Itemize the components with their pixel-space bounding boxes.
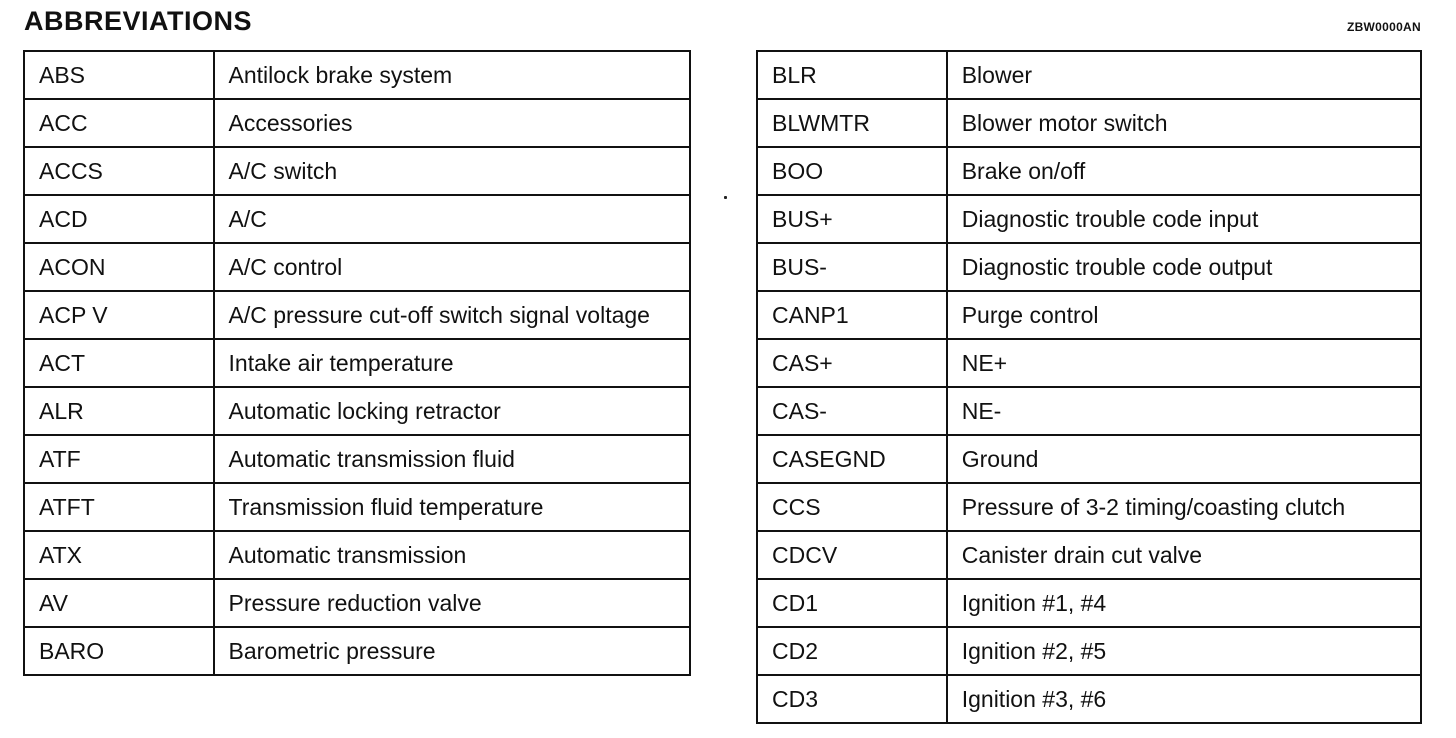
abbreviation-cell: BUS+	[757, 195, 947, 243]
abbreviation-cell: CAS+	[757, 339, 947, 387]
abbreviation-cell: ACC	[24, 99, 214, 147]
table-row	[24, 579, 690, 627]
description-cell: Transmission fluid temperature	[214, 483, 690, 531]
description-cell: Purge control	[947, 291, 1421, 339]
abbreviation-cell: CCS	[757, 483, 947, 531]
table-row	[24, 435, 690, 483]
abbreviation-cell: ABS	[24, 51, 214, 99]
table-row	[757, 579, 1421, 627]
abbreviation-cell: AV	[24, 579, 214, 627]
description-cell: Antilock brake system	[214, 51, 690, 99]
abbreviation-cell: BOO	[757, 147, 947, 195]
description-cell: Blower	[947, 51, 1421, 99]
abbreviation-cell: BLR	[757, 51, 947, 99]
table-row	[24, 627, 690, 675]
table-row	[757, 243, 1421, 291]
table-row	[757, 435, 1421, 483]
table-row	[757, 291, 1421, 339]
table-row	[757, 195, 1421, 243]
table-row	[24, 291, 690, 339]
abbreviations-table-right	[756, 50, 1422, 724]
abbreviation-cell: ACCS	[24, 147, 214, 195]
abbreviation-cell: CD2	[757, 627, 947, 675]
description-cell: Pressure reduction valve	[214, 579, 690, 627]
description-cell: Diagnostic trouble code input	[947, 195, 1421, 243]
table-row	[757, 387, 1421, 435]
description-cell: A/C switch	[214, 147, 690, 195]
description-cell: Ground	[947, 435, 1421, 483]
table-row	[757, 51, 1421, 99]
abbreviation-cell: ACON	[24, 243, 214, 291]
description-cell: Automatic locking retractor	[214, 387, 690, 435]
abbreviation-cell: ATFT	[24, 483, 214, 531]
table-row	[24, 483, 690, 531]
description-cell: Brake on/off	[947, 147, 1421, 195]
abbreviation-cell: ACD	[24, 195, 214, 243]
abbreviation-cell: BARO	[24, 627, 214, 675]
description-cell: NE+	[947, 339, 1421, 387]
abbreviation-cell: ATX	[24, 531, 214, 579]
abbreviations-table-left	[23, 50, 691, 676]
description-cell: Canister drain cut valve	[947, 531, 1421, 579]
description-cell: A/C	[214, 195, 690, 243]
description-cell: Accessories	[214, 99, 690, 147]
abbreviation-cell: ATF	[24, 435, 214, 483]
description-cell: Ignition #3, #6	[947, 675, 1421, 723]
description-cell: NE-	[947, 387, 1421, 435]
figure-code: ZBW0000AN	[1346, 20, 1421, 34]
description-cell: Automatic transmission fluid	[214, 435, 690, 483]
table-row	[24, 147, 690, 195]
table-row	[24, 243, 690, 291]
abbreviation-cell: CD1	[757, 579, 947, 627]
description-cell: Blower motor switch	[947, 99, 1421, 147]
table-row	[24, 51, 690, 99]
table-row	[757, 627, 1421, 675]
abbreviation-cell: CDCV	[757, 531, 947, 579]
table-row	[24, 531, 690, 579]
description-cell: Pressure of 3-2 timing/coasting clutch	[947, 483, 1421, 531]
table-row	[24, 339, 690, 387]
abbreviation-cell: BLWMTR	[757, 99, 947, 147]
description-cell: Automatic transmission	[214, 531, 690, 579]
abbreviation-cell: CD3	[757, 675, 947, 723]
table-row	[24, 99, 690, 147]
table-row	[757, 339, 1421, 387]
abbreviation-cell: ACP V	[24, 291, 214, 339]
abbreviation-cell: CAS-	[757, 387, 947, 435]
description-cell: Intake air temperature	[214, 339, 690, 387]
description-cell: Ignition #2, #5	[947, 627, 1421, 675]
abbreviation-cell: CASEGND	[757, 435, 947, 483]
table-row	[757, 531, 1421, 579]
table-row	[757, 147, 1421, 195]
description-cell: Barometric pressure	[214, 627, 690, 675]
description-cell: A/C pressure cut-off switch signal voltage	[214, 291, 690, 339]
table-row	[24, 387, 690, 435]
table-row	[757, 483, 1421, 531]
scan-speck	[724, 196, 727, 199]
page-title: ABBREVIATIONS	[24, 6, 253, 36]
description-cell: A/C control	[214, 243, 690, 291]
table-row	[757, 675, 1421, 723]
table-row	[757, 99, 1421, 147]
abbreviation-cell: ACT	[24, 339, 214, 387]
abbreviation-cell: BUS-	[757, 243, 947, 291]
description-cell: Ignition #1, #4	[947, 579, 1421, 627]
description-cell: Diagnostic trouble code output	[947, 243, 1421, 291]
abbreviation-cell: ALR	[24, 387, 214, 435]
abbreviation-cell: CANP1	[757, 291, 947, 339]
table-row	[24, 195, 690, 243]
